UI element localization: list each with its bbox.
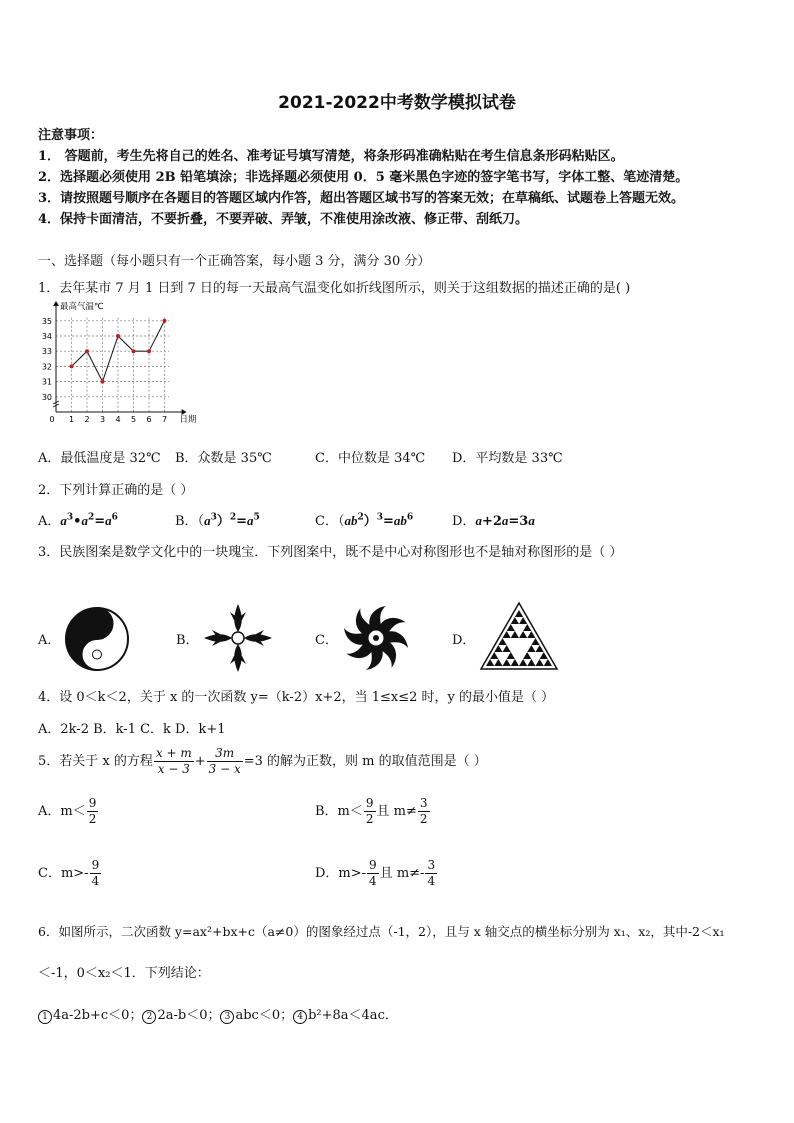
q5-option-d: D．m>- $\frac{9}{4}$ 且 m≠- $\frac{3}{4}$ — [315, 858, 436, 888]
q1-stem: 1．去年某市 7 月 1 日到 7 日的每一天最高气温变化如折线图所示，则关于这组数据的描述正确的是( ) — [38, 281, 631, 296]
q5-option-b: B．m＜ $\frac{9}{2}$ 且 m≠ $\frac{3}{2}$ — [315, 796, 428, 826]
q1-option-d: D．平均数是 33℃ — [452, 451, 563, 466]
y-axis-arrow — [53, 301, 59, 306]
x-tick-label: 5 — [130, 415, 137, 424]
q3-label-d: D． — [452, 633, 476, 648]
notice-item-3: 3．请按照题号顺序在各题目的答题区域内作答，超出答题区域书写的答案无效；在草稿纸、试题卷上答题无效。 — [38, 191, 685, 206]
notice-item-1: 1． 答题前，考生先将自己的姓名、准考证号填写清楚，将条形码准确粘贴在考生信息条形码粘贴区。 — [38, 149, 624, 164]
q6-line-2: ＜-1，0＜x₂＜1．下列结论： — [38, 966, 210, 981]
q3-label-a: A． — [38, 633, 61, 648]
flower-spiral-icon — [340, 602, 412, 674]
q2-option-d: D．a+2a=3a — [452, 513, 535, 529]
q3-stem: 3．民族图案是数学文化中的一块瑰宝．下列图案中，既不是中心对称图形也不是轴对称图形的是（ ） — [38, 545, 623, 560]
notice-heading: 注意事项： — [38, 128, 104, 143]
y-axis-label: 最高气温℃ — [60, 302, 104, 312]
q3-label-b: B． — [176, 633, 199, 648]
q4-stem: 4．设 0＜k＜2，关于 x 的一次函数 y=（k-2）x+2，当 1≤x≤2 时，y 的最小值是（ ） — [38, 690, 555, 705]
y-tick-label: 32 — [41, 362, 52, 372]
x-tick-label: 1 — [68, 415, 75, 424]
q6-conclusions: 1 4a-2b+c＜0； 2 2a-b＜0； 3 abc＜0； 4 b²+8a＜4ac． — [38, 1004, 398, 1024]
chart-axes — [42, 301, 197, 425]
y-tick-label: 30 — [41, 392, 52, 402]
q2-option-a: A．$a^3•a^2=a^6$ — [38, 512, 118, 529]
q5-option-c: C．m>- $\frac{9}{4}$ — [38, 858, 100, 888]
y-tick-label: 33 — [41, 347, 52, 357]
x-tick-label: 4 — [115, 415, 121, 424]
q1-option-a: A．最低温度是 32℃ — [38, 451, 161, 466]
q5-fraction-2: $\frac{3m}{3 - x}$ — [208, 746, 241, 776]
q4-options: A．2k-2 B．k-1 C．k D．k+1 — [38, 722, 226, 737]
q2-option-b: B．$(a^3)^2=a^5$ — [175, 512, 260, 529]
q2-option-c: C．$(ab^2)^3=ab^6$ — [315, 512, 414, 529]
notice-item-2: 2．选择题必须使用 2B 铅笔填涂；非选择题必须使用 0．5 毫米黑色字迹的签字笔书写，字体工整、笔迹清楚。 — [38, 170, 689, 185]
data-point — [116, 334, 120, 338]
sierpinski-triangle-icon — [478, 600, 560, 672]
data-point — [70, 364, 74, 368]
y-tick-label: 31 — [41, 377, 52, 387]
data-point — [163, 319, 167, 323]
q5-option-a: A．m＜ $\frac{9}{2}$ — [38, 796, 97, 826]
q3-label-c: C． — [315, 633, 338, 648]
data-point — [85, 349, 89, 353]
q2-stem: 2．下列计算正确的是（ ） — [38, 483, 194, 498]
q1-option-c: C．中位数是 34℃ — [315, 451, 426, 466]
y-tick-label: 35 — [41, 316, 52, 326]
notice-item-4: 4．保持卡面清洁，不要折叠，不要弄破、弄皱，不准使用涂改液、修正带、刮纸刀。 — [38, 212, 529, 227]
y-tick-label: 34 — [41, 332, 52, 341]
section-heading: 一、选择题（每小题只有一个正确答案，每小题 3 分，满分 30 分） — [38, 254, 431, 269]
x-tick-label: 2 — [84, 415, 90, 424]
x-tick-label: 6 — [146, 415, 152, 424]
q5-fraction-1: $\frac{x + m}{x - 3}$ — [155, 746, 192, 776]
x-tick-label: 3 — [99, 415, 106, 424]
q5-stem: 5．若关于 x 的方程 $\frac{x + m}{x - 3}$ + $\frac{3m}{3 - x}$ =3 的解为正数，则 m 的取值范围是（ ） — [38, 746, 487, 776]
ornament-cross-icon — [202, 602, 274, 674]
q1-option-b: B．众数是 35℃ — [175, 451, 272, 466]
yin-yang-icon — [64, 606, 130, 672]
data-point — [132, 349, 136, 353]
data-point — [147, 349, 151, 353]
exam-title: 2021-2022中考数学模拟试卷 — [278, 93, 516, 113]
x-axis-label: 日期 — [179, 415, 197, 425]
temperature-line-chart — [38, 298, 213, 430]
data-point — [101, 380, 105, 384]
x-tick-label: 0 — [49, 415, 55, 424]
x-tick-label: 7 — [161, 415, 168, 424]
q6-line-1: 6．如图所示，二次函数 y=ax²+bx+c（a≠0）的图象经过点（-1，2），且与 x 轴交点的横坐标分别为 x₁、x₂，其中-2＜x₁ — [38, 924, 725, 939]
